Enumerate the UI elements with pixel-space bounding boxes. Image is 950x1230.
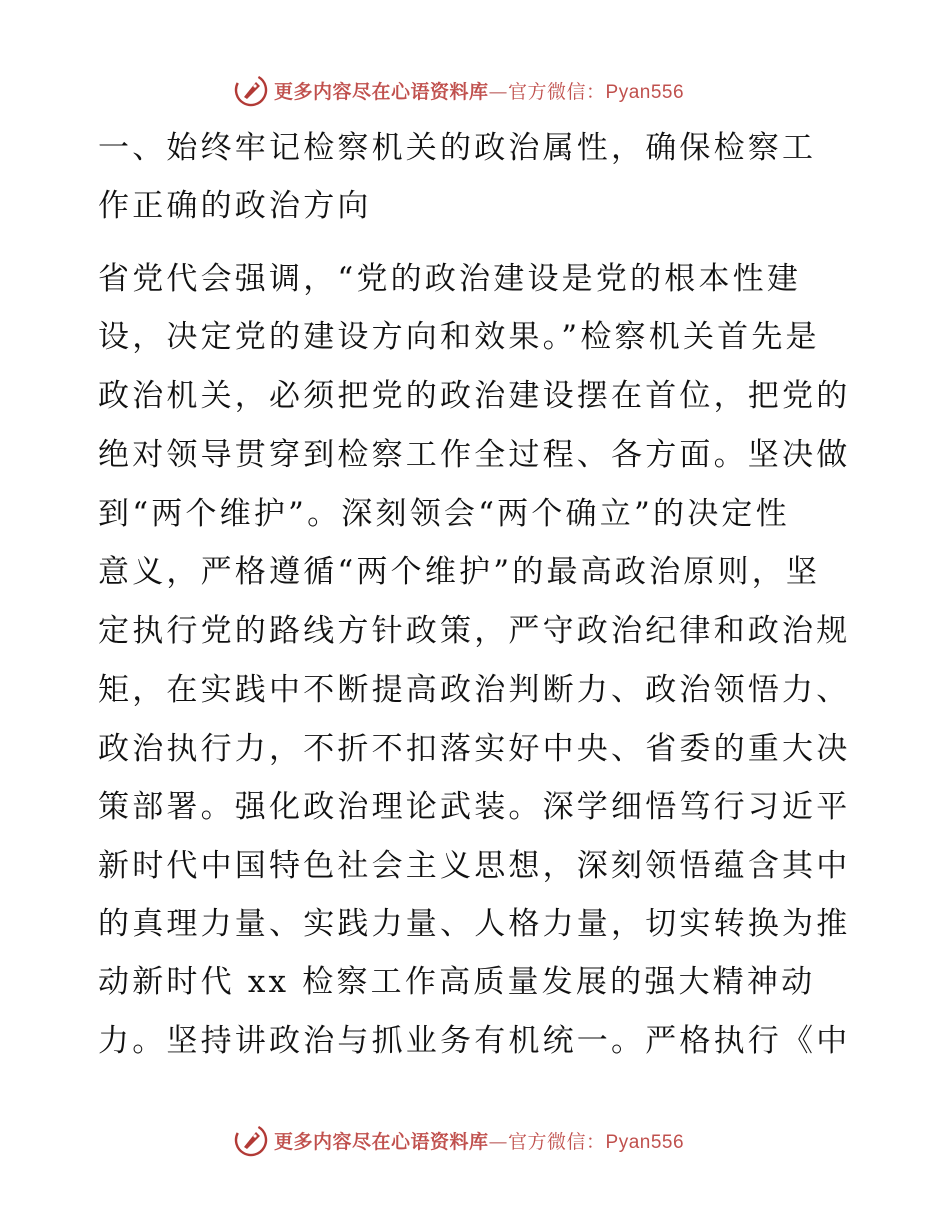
pen-nib-logo-icon [234,73,268,107]
heading-line: 作正确的政治方向 [98,188,372,224]
body-line: 力。坚持讲政治与抓业务有机统一。严格执行《中 [98,1023,851,1059]
body-line: 到“两个维护”。深刻领会“两个确立”的决定性 [98,496,790,532]
body-line: 省党代会强调，“党的政治建设是党的根本性建 [98,261,802,297]
body-line: 设，决定党的建设方向和效果。”检察机关首先是 [98,319,820,355]
body-line: 定执行党的路线方针政策，严守政治纪律和政治规 [98,613,851,649]
header-watermark [234,72,684,108]
body-line: 策部署。强化政治理论武装。深学细悟笃行习近平 [98,789,851,825]
body-line: 绝对领导贯穿到检察工作全过程、各方面。坚决做 [98,437,851,473]
watermark-text: 更多内容尽在心语资料库—官方微信：Pyan556 [274,80,685,103]
body-line: 政治执行力，不折不扣落实好中央、省委的重大决 [98,731,851,767]
pen-nib-logo-icon [234,1123,268,1157]
footer-watermark [234,1122,684,1158]
body-line: 新时代中国特色社会主义思想，深刻领悟蕴含其中 [98,848,851,884]
heading-line: 一、始终牢记检察机关的政治属性，确保检察工 [98,130,817,166]
body-line: 动新时代 xx 检察工作高质量发展的强大精神动 [98,964,816,1000]
body-line: 政治机关，必须把党的政治建设摆在首位，把党的 [98,378,851,414]
watermark-text: 更多内容尽在心语资料库—官方微信：Pyan556 [274,1130,685,1153]
body-line: 的真理力量、实践力量、人格力量，切实转换为推 [98,906,851,942]
body-line: 意义，严格遵循“两个维护”的最高政治原则，坚 [98,554,821,590]
body-line: 矩，在实践中不断提高政治判断力、政治领悟力、 [98,672,851,708]
